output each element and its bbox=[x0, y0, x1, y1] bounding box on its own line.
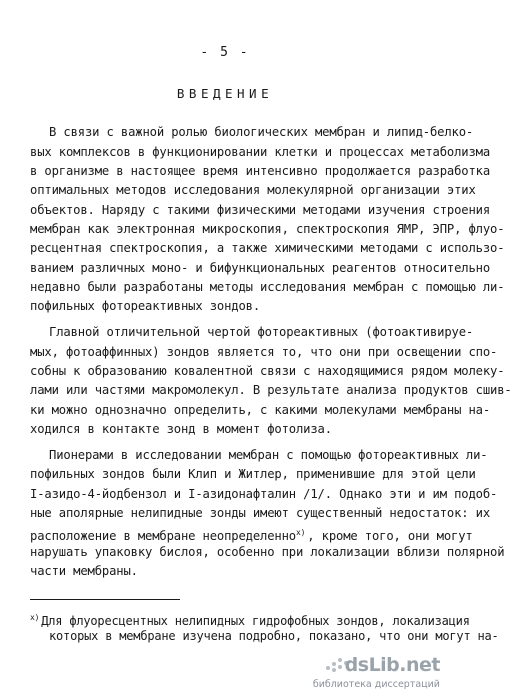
watermark-logo bbox=[312, 654, 444, 696]
text-line: в организме в настоящее время интенсивно продолжается разработка bbox=[30, 164, 490, 178]
footnote-reference: x) bbox=[295, 528, 306, 537]
text-line: оптимальных методов исследования молекулярной организации этих bbox=[30, 183, 476, 197]
text-line: части мембраны. bbox=[30, 564, 138, 578]
text-line: лами или частями макромолекул. В результате анализа продуктов сшив- bbox=[30, 383, 512, 397]
text-segment: расположение в мембране неопределенно bbox=[30, 529, 296, 543]
text-line: В связи с важной ролью биологических мембран и липид-белко- bbox=[49, 125, 474, 139]
page-number: - 5 - bbox=[200, 45, 250, 60]
footnote-mark: x) bbox=[30, 613, 40, 622]
text-line: ходился в контакте зонд в момент фотолиза. bbox=[30, 422, 332, 436]
watermark-subtitle: библиотека диссертаций bbox=[312, 679, 440, 690]
text-line: ные аполярные нелипидные зонды имеют существенный недостаток: их bbox=[30, 506, 490, 520]
footnote-text: Для флуоресцентных нелипидных гидрофобных зондов, локализация bbox=[41, 614, 470, 628]
text-line-with-footnote-ref bbox=[30, 526, 473, 543]
text-line: ванием различных моно- и бифункциональных реагентов относительно bbox=[30, 261, 490, 275]
footnote-separator bbox=[30, 599, 180, 600]
text-line: ресцентная спектроскопия, а также химическими методами с использо- bbox=[30, 241, 505, 255]
text-line: объектов. Наряду с такими физическими методами изучения строения bbox=[30, 203, 490, 217]
text-line: ки можно однозначно определить, с какими молекулами мембраны на- bbox=[30, 403, 490, 417]
footnote-line: которых в мембране изучена подробно, показано, что они могут на- bbox=[49, 629, 499, 643]
text-line: недавно были разработаны методы исследования мембран с помощью ли- bbox=[30, 280, 505, 294]
text-line: вых комплексов в функционировании клетки и процессах метаболизма bbox=[30, 145, 490, 159]
text-line: I-азидо-4-йодбензол и I-азидонафталин /1/. Однако эти и им подоб- bbox=[30, 487, 498, 501]
watermark-site: dsLib.net bbox=[344, 654, 440, 676]
section-heading: ВВЕДЕНИЕ bbox=[176, 86, 274, 101]
text-line: собны к образованию ковалентной связи с находящимися рядом молеку- bbox=[30, 364, 505, 378]
text-line: пофильных зондов были Клип и Житлер, применившие для этой цели bbox=[30, 467, 476, 481]
footnote-line bbox=[30, 611, 470, 628]
text-line: Пионерами в исследовании мембран с помощью фотореактивных ли- bbox=[49, 448, 488, 462]
text-line: мых, фотоаффинных) зондов является то, что они при освещении спо- bbox=[30, 345, 498, 359]
text-line: мембран как электронная микроскопия, спектроскопия ЯМР, ЭПР, флуо- bbox=[30, 222, 505, 236]
text-segment: , кроме того, они могут bbox=[307, 529, 473, 543]
text-line: пофильных фотореактивных зондов. bbox=[30, 299, 260, 313]
text-line: Главной отличительной чертой фотореактивных (фотоактивируе- bbox=[49, 325, 474, 339]
text-line: нарушать упаковку бислоя, особенно при локализации вблизи полярной bbox=[30, 545, 505, 559]
